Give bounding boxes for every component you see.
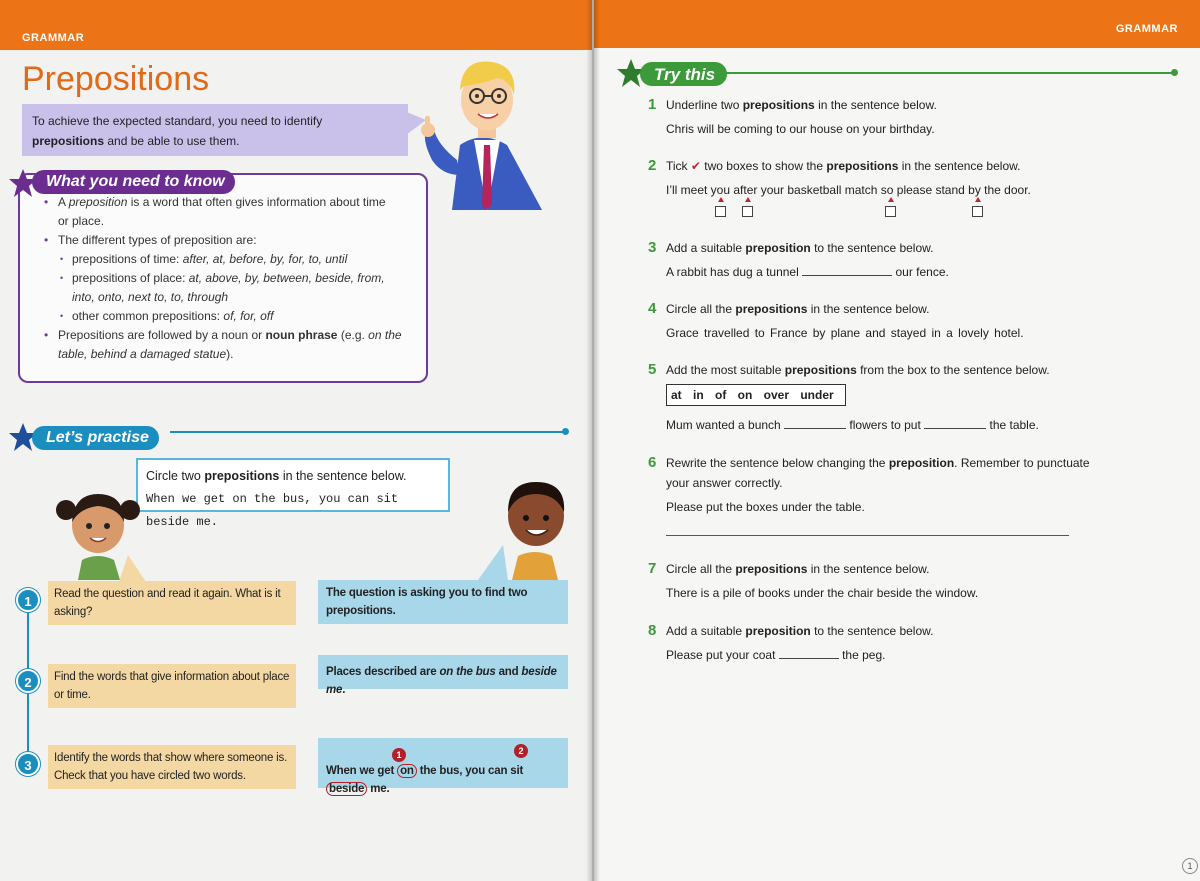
section-rule-dot xyxy=(562,428,569,435)
step-answer: Places described are on the bus and beside me. xyxy=(318,655,568,689)
question-sentence: Please put your coat the peg. xyxy=(666,648,886,662)
section-rule xyxy=(720,72,1175,74)
question-sentence: A rabbit has dug a tunnel our fence. xyxy=(666,265,949,279)
step-instruction: Identify the words that show where someone is. Check that you have circled two words. xyxy=(48,745,296,789)
step-number: 3 xyxy=(16,752,40,776)
question-8: 8 Add a suitable preposition to the sentence below. Please put your coat the peg. xyxy=(648,621,1128,665)
tick-icon: ✔ xyxy=(690,159,701,173)
page-title: Prepositions xyxy=(22,60,210,98)
book-spine xyxy=(586,0,600,881)
question-5: 5 Add the most suitable prepositions from the box to the sentence below. xyxy=(648,361,1050,378)
what-you-need-heading: What you need to know xyxy=(32,170,235,194)
section-rule-dot xyxy=(1171,69,1178,76)
step-number: 1 xyxy=(16,588,40,612)
question-6: 6 Rewrite the sentence below changing the preposition. Remember to punctuate your answer correctly. Please put the boxes under the table. xyxy=(648,453,1128,517)
teacher-illustration xyxy=(412,50,552,210)
list-item: • A preposition is a word that often gives information about time or place. xyxy=(40,193,420,231)
question-7: 7 Circle all the prepositions in the sentence below. There is a pile of books under the chair beside the window. xyxy=(648,559,1128,603)
step-instruction: Read the question and read it again. What is it asking? xyxy=(48,581,296,625)
sub-list-item: • other common prepositions: of, for, off xyxy=(40,307,420,326)
pointer-arrow xyxy=(718,197,724,202)
left-page xyxy=(0,0,592,881)
sub-list-item: • prepositions of time: after, at, before, by, for, to, until xyxy=(40,250,420,269)
question-sentence: Grace travelled to France by plane and stayed in a lovely hotel. xyxy=(666,326,1024,340)
question-4: 4 Circle all the prepositions in the sentence below. Grace travelled to France by plane and stayed in a lovely hotel. xyxy=(648,299,1128,343)
pointer-arrow xyxy=(975,197,981,202)
what-you-need-list xyxy=(40,193,420,364)
tick-box[interactable] xyxy=(742,206,753,217)
lets-practise-heading: Let’s practise xyxy=(32,426,159,450)
objective-callout: To achieve the expected standard, you need to identify prepositions and be able to use them. xyxy=(22,104,408,156)
answer-badge: 1 xyxy=(392,748,406,762)
question-3: 3 Add a suitable preposition to the sentence below. A rabbit has dug a tunnel our fence. xyxy=(648,238,1128,282)
pointer-arrow xyxy=(888,197,894,202)
practice-question-box: Circle two prepositions in the sentence below. When we get on the bus, you can sit beside me. xyxy=(136,458,450,512)
step-number: 2 xyxy=(16,669,40,693)
question-sentence: Mum wanted a bunch flowers to put the table. xyxy=(666,418,1039,432)
list-item: • Prepositions are followed by a noun or noun phrase (e.g. on the table, behind a damaged statue). xyxy=(40,326,420,364)
question-sentence: Chris will be coming to our house on your birthday. xyxy=(666,122,935,136)
tick-box[interactable] xyxy=(885,206,896,217)
question-1: 1 Underline two prepositions in the sentence below. Chris will be coming to our house on your birthday. xyxy=(648,95,1128,139)
step-instruction: Find the words that give information about place or time. xyxy=(48,664,296,708)
running-header: GRAMMAR xyxy=(1115,23,1178,35)
running-header: GRAMMAR xyxy=(22,32,85,44)
pointer-arrow xyxy=(745,197,751,202)
try-this-heading: Try this xyxy=(640,62,727,86)
tick-box[interactable] xyxy=(972,206,983,217)
answer-blank[interactable] xyxy=(924,417,986,429)
tick-box[interactable] xyxy=(715,206,726,217)
page-number: 1 xyxy=(1182,858,1198,874)
question-sentence: Please put the boxes under the table. xyxy=(666,500,865,514)
answer-blank[interactable] xyxy=(802,264,892,276)
answer-badge: 2 xyxy=(514,744,528,758)
word-bank-box: at in of on over under xyxy=(666,384,846,406)
question-2: 2 Tick ✔ two boxes to show the prepositions in the sentence below. I’ll meet you after your basketball match so please stand by the door. xyxy=(648,156,1128,200)
speech-tail xyxy=(478,545,508,580)
list-item: • The different types of preposition are: xyxy=(40,231,420,250)
header-band xyxy=(0,0,592,50)
section-rule xyxy=(170,431,565,433)
sub-list-item: • prepositions of place: at, above, by, between, beside, from, into, onto, next to, to, through xyxy=(40,269,420,307)
question-sentence: I’ll meet you after your basketball match so please stand by the door. xyxy=(666,183,1031,197)
step-answer: The question is asking you to find two prepositions. xyxy=(318,580,568,624)
answer-line[interactable] xyxy=(666,535,1069,536)
header-band xyxy=(594,0,1200,48)
practice-sentence: When we get on the bus, you can sit beside me. xyxy=(146,492,399,529)
answer-blank[interactable] xyxy=(784,417,846,429)
answer-blank[interactable] xyxy=(779,647,839,659)
step-answer: When we get on the bus, you can sit beside me. xyxy=(318,738,568,788)
question-sentence: There is a pile of books under the chair beside the window. xyxy=(666,586,979,600)
